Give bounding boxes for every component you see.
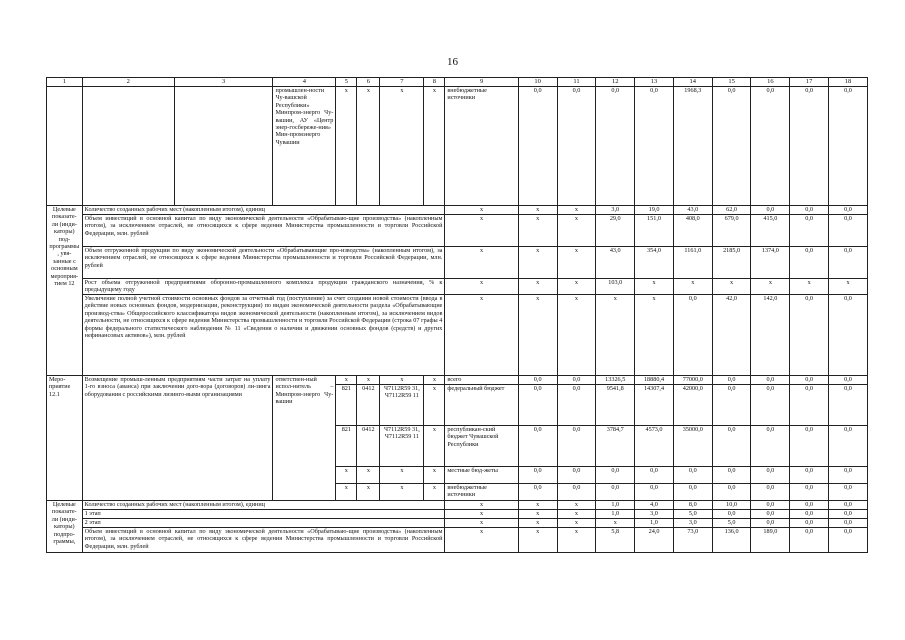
value-cell: 8,0 — [673, 501, 712, 510]
value-cell: 1374,0 — [751, 247, 790, 279]
header-cell: 8 — [424, 78, 445, 87]
table-cell: x — [518, 510, 557, 519]
indicator-text: Увеличение полной учетной стоимости основных фондов за отчетный год (поступление) за счет создания новой стоимости (ввода в действие новых основных фондов, модернизации, реконструкции) по видам экономической деятельности раздела «Обрабатывающие производ-ства» Общероссийского классификатора видов экономической деятельности (накопленным итогом), за исключением видов деятельности, не относящихся к сфере ведения Министерства промышленности и торговли Российской Федерации (строка 07 графы 4 формы федерального статистического наблюдения № 11 «Сведения о наличии и движении основных фондов (средств) и других нефинансовых активов»), млн. рублей — [82, 295, 445, 376]
value-cell: 0,0 — [790, 247, 829, 279]
table-cell: x — [380, 467, 424, 484]
value-cell: 103,0 — [596, 279, 635, 295]
value-cell: 0,0 — [557, 87, 596, 206]
table-cell: x — [557, 279, 596, 295]
value-cell: 42000,0 — [673, 385, 712, 426]
value-cell: 0,0 — [829, 528, 868, 553]
value-cell: 0,0 — [790, 206, 829, 215]
value-cell: 0,0 — [751, 510, 790, 519]
value-cell: 0,0 — [790, 385, 829, 426]
value-cell: 0,0 — [829, 385, 868, 426]
value-cell: 0,0 — [829, 206, 868, 215]
table-cell: x — [445, 279, 518, 295]
table-cell: x — [357, 87, 380, 206]
source-cell: местные бюд-жеты — [445, 467, 518, 484]
indicator-row — [47, 206, 868, 215]
value-cell: 5,0 — [712, 519, 751, 528]
table-cell: Ч7112R59 31, Ч7112R59 11 — [380, 426, 424, 467]
header-cell: 1 — [47, 78, 83, 87]
table-cell: x — [424, 385, 445, 426]
table-cell: 821 — [336, 426, 357, 467]
value-cell: 0,0 — [751, 501, 790, 510]
value-cell: 0,0 — [635, 467, 674, 484]
value-cell: 43,0 — [673, 206, 712, 215]
table-cell: x — [557, 501, 596, 510]
table-cell: x — [518, 519, 557, 528]
value-cell: 1,0 — [596, 510, 635, 519]
value-cell: 1,0 — [596, 501, 635, 510]
measure-row — [47, 376, 868, 385]
header-cell: 17 — [790, 78, 829, 87]
value-cell: 0,0 — [751, 484, 790, 501]
indicator-row — [47, 247, 868, 279]
table-cell: x — [518, 528, 557, 553]
header-cell: 15 — [712, 78, 751, 87]
table-cell: x — [445, 247, 518, 279]
value-cell: 0,0 — [712, 376, 751, 385]
value-cell: 0,0 — [673, 467, 712, 484]
table-cell: x — [518, 247, 557, 279]
indicator-text: Рост объема отгруженной предприятиями оборонно-промышленного комплекса продукции гражданского назначения, % к предыдущему году — [82, 279, 445, 295]
header-cell: 16 — [751, 78, 790, 87]
table-cell: x — [424, 376, 445, 385]
value-cell: 0,0 — [557, 484, 596, 501]
table-row — [47, 87, 868, 206]
table-cell: x — [445, 215, 518, 247]
value-cell: 0,0 — [712, 510, 751, 519]
executor-cell: ответствен-ный испол-нитель – Минпром-энерго Чу-вашии — [273, 376, 336, 501]
value-cell: 1,0 — [635, 519, 674, 528]
header-cell: 9 — [445, 78, 518, 87]
value-cell: 0,0 — [518, 484, 557, 501]
value-cell: 0,0 — [635, 484, 674, 501]
table-cell: x — [380, 87, 424, 206]
table-cell: x — [518, 279, 557, 295]
value-cell: 0,0 — [829, 376, 868, 385]
value-cell: 0,0 — [790, 510, 829, 519]
value-cell: 73,0 — [673, 528, 712, 553]
value-cell: 0,0 — [790, 376, 829, 385]
value-cell: 0,0 — [790, 87, 829, 206]
value-cell: 0,0 — [518, 376, 557, 385]
table-cell: x — [518, 501, 557, 510]
value-cell: 151,0 — [635, 215, 674, 247]
value-cell: 3,0 — [673, 519, 712, 528]
value-cell: x — [673, 279, 712, 295]
header-cell: 10 — [518, 78, 557, 87]
value-cell: 136,0 — [712, 528, 751, 553]
indicator-row — [47, 279, 868, 295]
table-cell — [82, 87, 174, 206]
value-cell: 3,0 — [635, 510, 674, 519]
value-cell: x — [596, 519, 635, 528]
header-cell: 2 — [82, 78, 174, 87]
source-cell: всего — [445, 376, 518, 385]
value-cell: x — [790, 279, 829, 295]
table-cell: x — [424, 426, 445, 467]
table-cell — [47, 87, 83, 206]
value-cell: 0,0 — [518, 426, 557, 467]
table-cell: x — [424, 484, 445, 501]
indicator-text: Количество созданных рабочих мест (накопленным итогом), единиц — [82, 206, 445, 215]
table-cell: x — [518, 215, 557, 247]
value-cell: 0,0 — [829, 501, 868, 510]
value-cell: 0,0 — [829, 510, 868, 519]
value-cell: 0,0 — [751, 519, 790, 528]
table-cell: x — [336, 484, 357, 501]
value-cell: x — [829, 279, 868, 295]
value-cell: 1161,0 — [673, 247, 712, 279]
table-cell: x — [557, 206, 596, 215]
indicator-label: Целевые показате-ли (инди-каторы) под-программы, увя-занные с основным мероприя-тием 12 — [47, 206, 83, 376]
value-cell: 77000,0 — [673, 376, 712, 385]
table-cell: x — [445, 206, 518, 215]
table-cell: x — [424, 87, 445, 206]
value-cell: 0,0 — [596, 484, 635, 501]
value-cell: 0,0 — [712, 87, 751, 206]
value-cell: 0,0 — [518, 87, 557, 206]
value-cell: x — [712, 279, 751, 295]
header-cell: 4 — [273, 78, 336, 87]
header-cell: 5 — [336, 78, 357, 87]
table-cell: x — [557, 510, 596, 519]
value-cell: 189,0 — [751, 528, 790, 553]
value-cell: 10,0 — [712, 501, 751, 510]
value-cell: 42,0 — [712, 295, 751, 376]
indicator-text: Объем инвестиций в основной капитал по виду экономической деятельности «Обрабатываю-щие производства» (накопленным итогом), за исключением отраслей, не относящихся к сфере ведения Министерства промышленности и торговли Российской Федерации, млн. рублей — [82, 215, 445, 247]
header-cell: 3 — [174, 78, 273, 87]
value-cell: 0,0 — [673, 295, 712, 376]
table-cell: x — [557, 519, 596, 528]
table-cell: x — [445, 528, 518, 553]
source-cell: федеральный бюджет — [445, 385, 518, 426]
table-cell: x — [445, 510, 518, 519]
value-cell: 0,0 — [596, 87, 635, 206]
value-cell: 0,0 — [751, 376, 790, 385]
value-cell: 0,0 — [829, 519, 868, 528]
value-cell: 0,0 — [751, 206, 790, 215]
value-cell: 0,0 — [518, 467, 557, 484]
table-cell: x — [518, 206, 557, 215]
table-cell: x — [357, 467, 380, 484]
measure-label: Меро-приятие 12.1 — [47, 376, 83, 501]
page-number: 16 — [447, 56, 458, 68]
table-cell: x — [445, 501, 518, 510]
value-cell: 0,0 — [829, 484, 868, 501]
value-cell: 0,0 — [790, 215, 829, 247]
value-cell: 0,0 — [790, 295, 829, 376]
value-cell: 43,0 — [596, 247, 635, 279]
executor-cell: промышлен-ности Чу-вашской Республики» Минпром-энерго Чу-вашии, АУ «Центр энер-госбереже-ния» Мин-промэнерго Чувашии — [273, 87, 336, 206]
header-row — [47, 78, 868, 87]
measure-name: Возмещение промыш-ленным предприятиям части затрат на уплату 1-го взноса (аванса) при заключении дого-вора (договоров) ли-зинга оборудования с российскими лизинго-выми организациями — [82, 376, 273, 501]
value-cell: 0,0 — [596, 467, 635, 484]
value-cell: 0,0 — [557, 385, 596, 426]
indicator-row — [47, 215, 868, 247]
value-cell: 62,0 — [712, 206, 751, 215]
header-cell: 18 — [829, 78, 868, 87]
header-cell: 12 — [596, 78, 635, 87]
value-cell: 4573,0 — [635, 426, 674, 467]
value-cell: 0,0 — [790, 467, 829, 484]
value-cell: 0,0 — [829, 215, 868, 247]
value-cell: 0,0 — [829, 467, 868, 484]
table-cell: x — [424, 467, 445, 484]
indicator-row — [47, 519, 868, 528]
source-cell: республикан-ский бюджет Чувашской Республики — [445, 426, 518, 467]
indicator-row — [47, 510, 868, 519]
value-cell: 0,0 — [712, 484, 751, 501]
value-cell: 0,0 — [829, 426, 868, 467]
table-cell: x — [357, 376, 380, 385]
value-cell: 0,0 — [790, 426, 829, 467]
value-cell: 0,0 — [790, 528, 829, 553]
value-cell: 13326,5 — [596, 376, 635, 385]
value-cell: 19,0 — [635, 206, 674, 215]
value-cell: 0,0 — [557, 376, 596, 385]
header-cell: 6 — [357, 78, 380, 87]
table-cell: Ч7112R59 31, Ч7112R59 11 — [380, 385, 424, 426]
value-cell: 0,0 — [751, 87, 790, 206]
indicator-row — [47, 501, 868, 510]
value-cell: 408,0 — [673, 215, 712, 247]
table-cell: x — [336, 87, 357, 206]
source-cell: внебюджетные источники — [445, 87, 518, 206]
source-cell: внебюджетные источники — [445, 484, 518, 501]
table-cell: x — [357, 484, 380, 501]
value-cell: 0,0 — [635, 87, 674, 206]
value-cell: 1968,3 — [673, 87, 712, 206]
value-cell: 0,0 — [557, 426, 596, 467]
value-cell: 0,0 — [518, 385, 557, 426]
value-cell: 415,0 — [751, 215, 790, 247]
value-cell: 0,0 — [712, 467, 751, 484]
value-cell: 5,0 — [673, 510, 712, 519]
value-cell: 9541,8 — [596, 385, 635, 426]
value-cell: 0,0 — [712, 385, 751, 426]
table-cell: x — [557, 215, 596, 247]
value-cell: 24,0 — [635, 528, 674, 553]
value-cell: 35000,0 — [673, 426, 712, 467]
indicator-row — [47, 528, 868, 553]
value-cell: 142,0 — [751, 295, 790, 376]
value-cell: 4,0 — [635, 501, 674, 510]
value-cell: 3784,7 — [596, 426, 635, 467]
table-cell: 0412 — [357, 426, 380, 467]
value-cell: 0,0 — [790, 501, 829, 510]
table-cell: 821 — [336, 385, 357, 426]
indicator-text: 1 этап — [82, 510, 445, 519]
value-cell: 18880,4 — [635, 376, 674, 385]
value-cell: x — [751, 279, 790, 295]
value-cell: 0,0 — [673, 484, 712, 501]
value-cell: 354,0 — [635, 247, 674, 279]
value-cell: 5,8 — [596, 528, 635, 553]
value-cell: 679,0 — [712, 215, 751, 247]
value-cell: 3,0 — [596, 206, 635, 215]
indicator-row — [47, 295, 868, 376]
value-cell: 0,0 — [751, 426, 790, 467]
table-cell: x — [557, 528, 596, 553]
value-cell: 0,0 — [829, 87, 868, 206]
table-cell: x — [445, 519, 518, 528]
table-cell: x — [380, 484, 424, 501]
program-table — [46, 77, 868, 553]
table-cell: 0412 — [357, 385, 380, 426]
table-cell — [174, 87, 273, 206]
header-cell: 11 — [557, 78, 596, 87]
value-cell: 2185,0 — [712, 247, 751, 279]
indicator-text: Объем отгруженной продукции по виду экономической деятельности «Обрабатывающие про-изводства» (накопленным итогом), за исключением отраслей, не относящихся к сфере ведения Министерства промышленности и торговли Российской Федерации, млн. рублей — [82, 247, 445, 279]
table-cell: x — [557, 295, 596, 376]
table-cell: x — [336, 467, 357, 484]
value-cell: 0,0 — [712, 426, 751, 467]
table-cell: x — [518, 295, 557, 376]
indicator-text: Количество созданных рабочих мест (накопленным итогом), единиц — [82, 501, 445, 510]
table-cell: x — [380, 376, 424, 385]
value-cell: x — [635, 295, 674, 376]
value-cell: 14307,4 — [635, 385, 674, 426]
table-cell: x — [336, 376, 357, 385]
value-cell: x — [596, 295, 635, 376]
value-cell: 0,0 — [829, 295, 868, 376]
value-cell: x — [635, 279, 674, 295]
value-cell: 29,0 — [596, 215, 635, 247]
value-cell: 0,0 — [790, 519, 829, 528]
value-cell: 0,0 — [751, 385, 790, 426]
header-cell: 14 — [673, 78, 712, 87]
header-cell: 13 — [635, 78, 674, 87]
value-cell: 0,0 — [829, 247, 868, 279]
value-cell: 0,0 — [557, 467, 596, 484]
table-cell: x — [445, 295, 518, 376]
indicator-text: 2 этап — [82, 519, 445, 528]
value-cell: 0,0 — [790, 484, 829, 501]
indicator-label: Целевые показате-ли (инди-каторы) подпро-граммы, — [47, 501, 83, 553]
table-cell: x — [557, 247, 596, 279]
header-cell: 7 — [380, 78, 424, 87]
indicator-text: Объем инвестиций в основной капитал по виду экономической деятельности «Обрабатываю-щие производства» (накопленным итогом), за исключением отраслей, не относящихся к сфере ведения Министерства промышленности и торговли Российской Федерации, млн. рублей — [82, 528, 445, 553]
value-cell: 0,0 — [751, 467, 790, 484]
